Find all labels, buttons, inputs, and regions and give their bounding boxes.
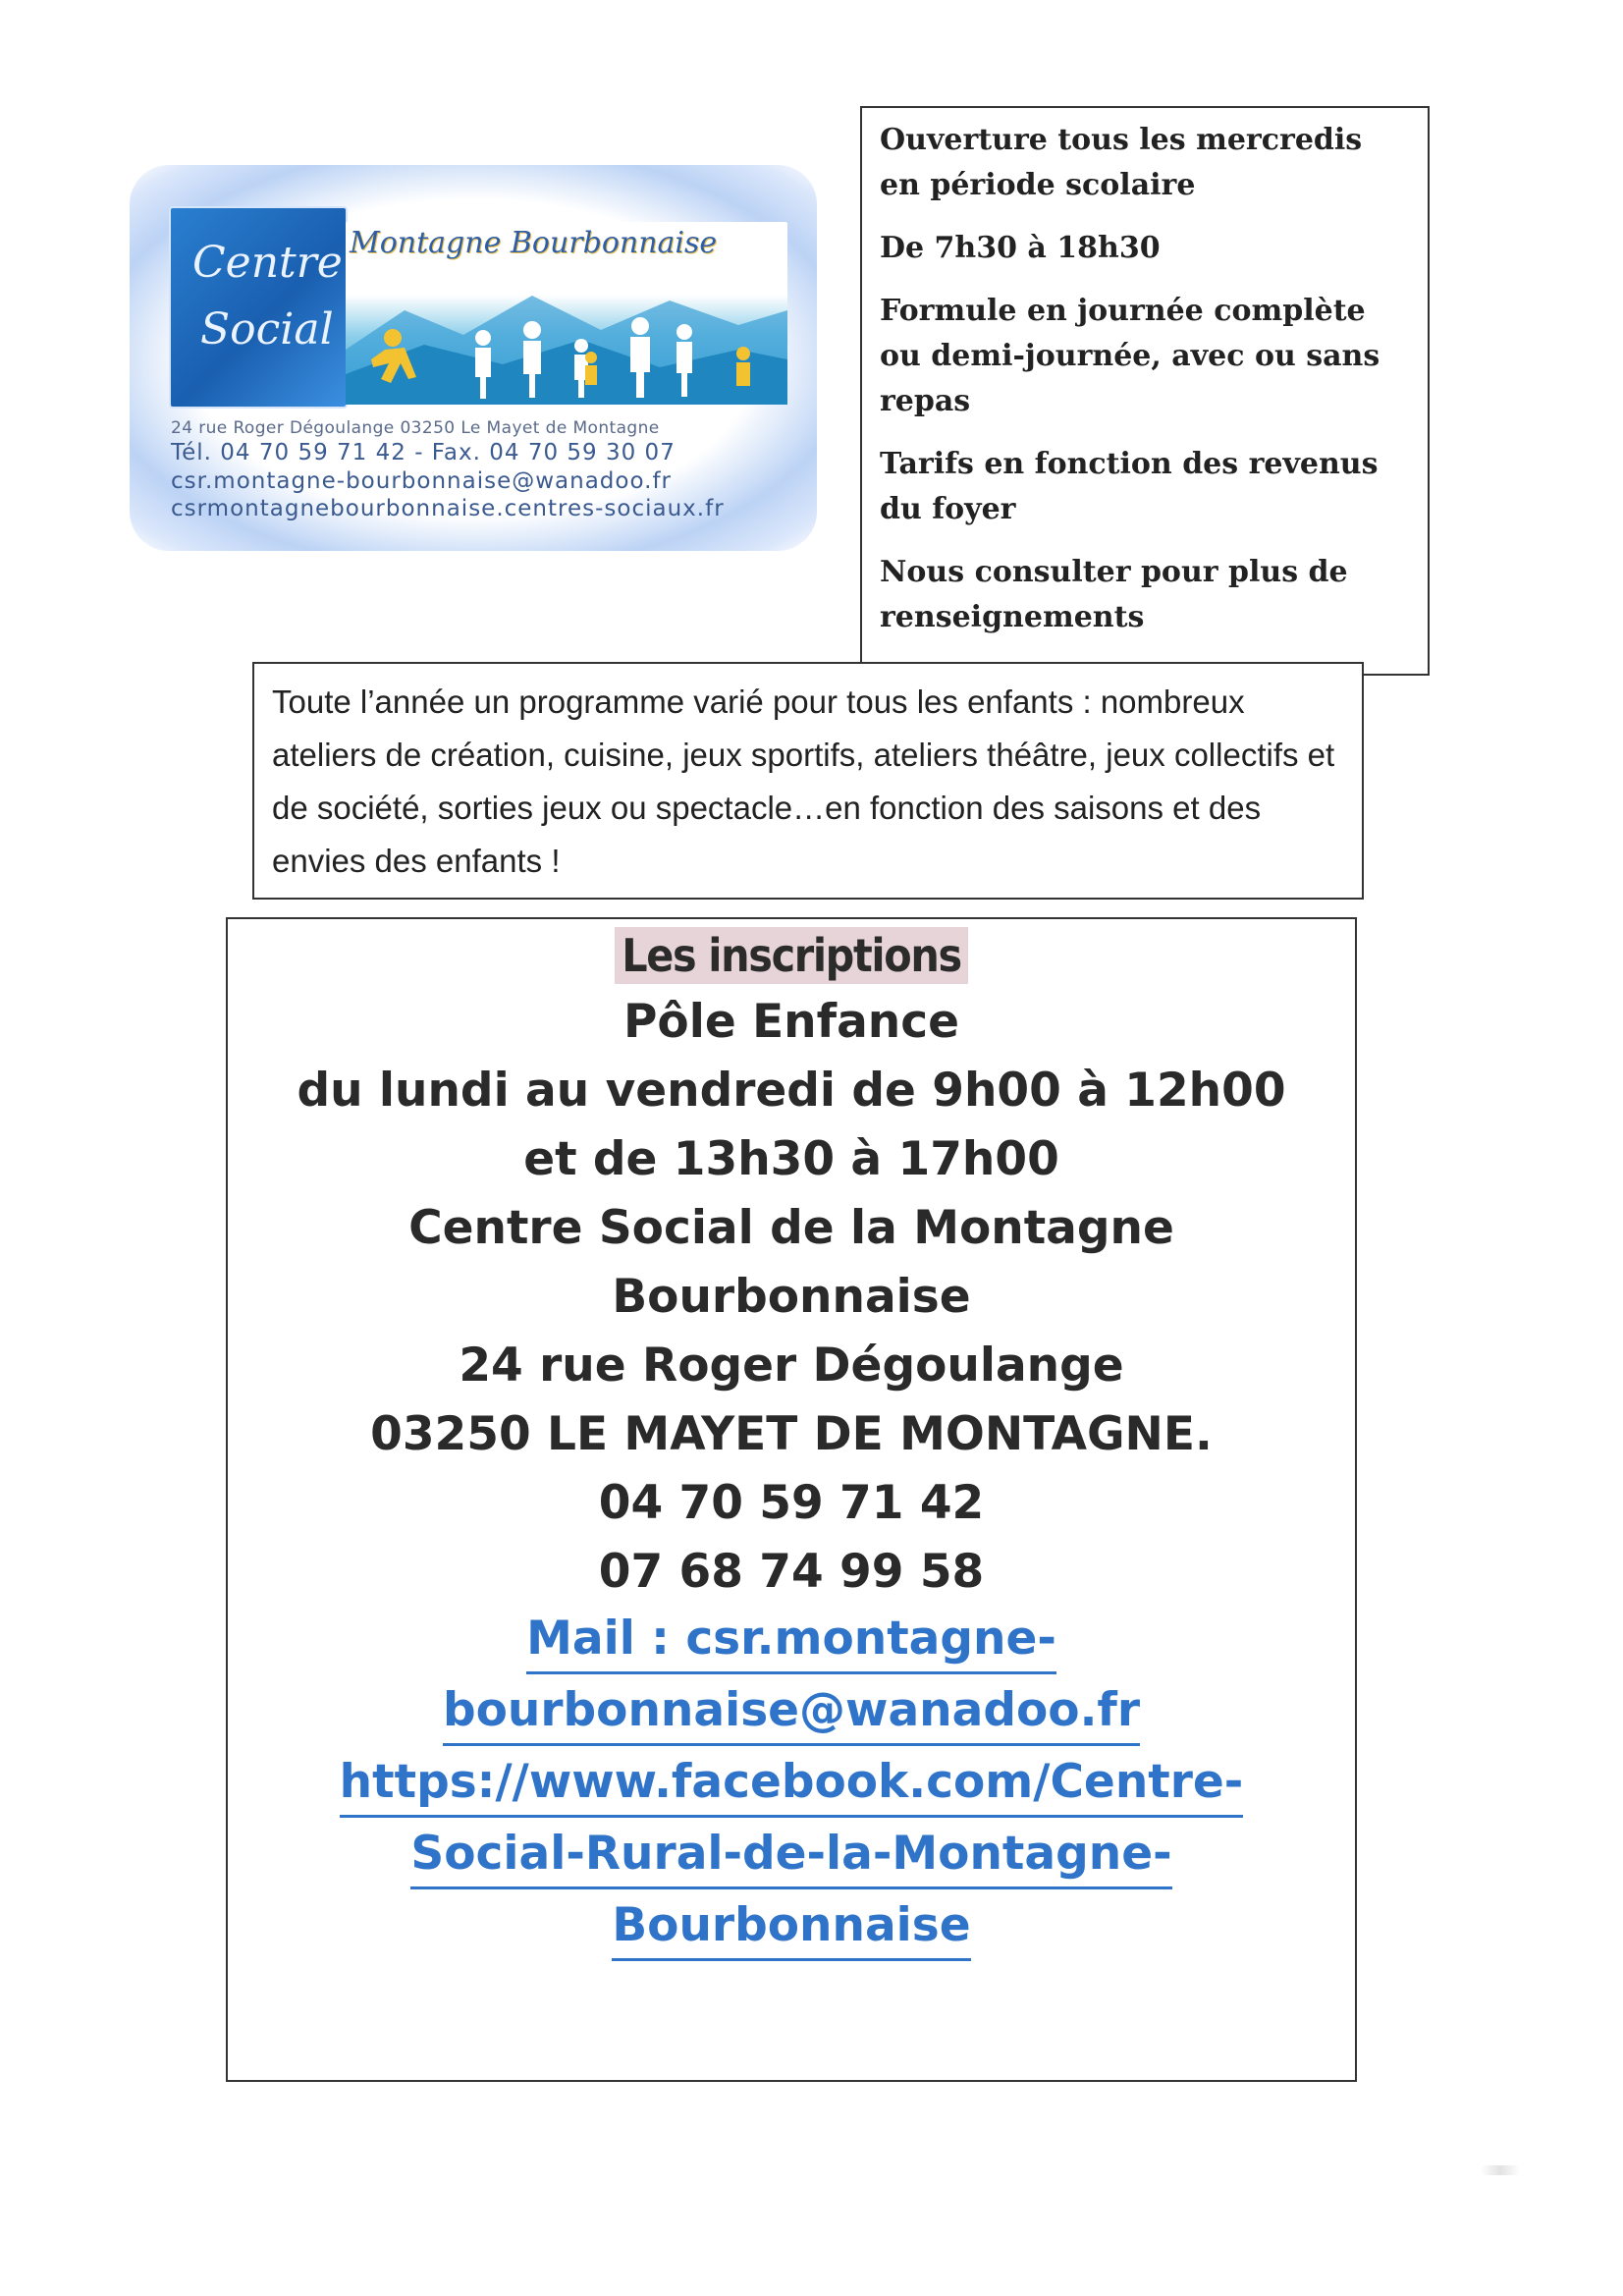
logo-phone-fax: Tél. 04 70 59 71 42 - Fax. 04 70 59 30 07 [171,440,676,466]
inscriptions-title: Les inscriptions [615,927,968,984]
logo-centre-text: Centre [192,238,343,288]
logo-address: 24 rue Roger Dégoulange 03250 Le Mayet de Montagne [171,418,660,438]
program-box [252,662,1364,900]
logo-social-text: Social [200,304,334,355]
logo-scene [346,222,787,405]
mail-link-part1[interactable]: Mail : csr.montagne- [526,1607,1056,1674]
logo-name-text: Montagne Bourbonnaise [350,226,718,260]
inscriptions-box [226,917,1357,2082]
formula-text: Formule en journée complète ou demi-journée, avec ou sans repas [880,294,1380,418]
facebook-link-part3[interactable]: Bourbonnaise [612,1893,970,1961]
pole-enfance-text: Pôle Enfance [622,995,959,1049]
street-address: 24 rue Roger Dégoulange [459,1339,1124,1393]
phone-number-1: 04 70 59 71 42 [598,1476,985,1530]
mail-link-part2[interactable]: bourbonnaise@wanadoo.fr [443,1678,1140,1746]
weekdays-hours-text: du lundi au vendredi de 9h00 à 12h00 [297,1064,1286,1118]
mountains-and-figures-icon [346,281,787,405]
pricing-text: Tarifs en fonction des revenus du foyer [880,447,1379,526]
logo-contact-info [171,418,791,523]
facebook-link-part1[interactable]: https://www.facebook.com/Centre- [340,1750,1244,1818]
contact-us-text: Nous consulter pour plus de renseignements [880,555,1348,634]
program-text: Toute l’année un programme varié pour tous les enfants : nombreux ateliers de création, cuisine, jeux sportifs, ateliers théâtre, jeux collectifs et de société, sorties jeux ou spectacle…en fonction des saisons et des envies des enfants ! [272,683,1335,879]
opening-times-text: De 7h30 à 18h30 [880,231,1161,265]
centre-name-line2: Bourbonnaise [612,1270,971,1324]
centre-name-line1: Centre Social de la Montagne [408,1201,1174,1255]
logo-email: csr.montagne-bourbonnaise@wanadoo.fr [171,467,673,494]
opening-hours-box [860,106,1430,676]
city-address: 03250 LE MAYET DE MONTAGNE. [370,1407,1213,1461]
phone-number-2: 07 68 74 99 58 [598,1545,985,1599]
logo-blue-panel [169,206,348,409]
logo-website: csrmontagnebourbonnaise.centres-sociaux.fr [171,496,725,522]
afternoon-hours-text: et de 13h30 à 17h00 [523,1132,1059,1186]
scan-speck [1481,2165,1520,2175]
centre-social-logo [130,165,817,551]
facebook-link-part2[interactable]: Social-Rural-de-la-Montagne- [410,1822,1171,1889]
opening-days-text: Ouverture tous les mercredis en période scolaire [880,123,1363,202]
